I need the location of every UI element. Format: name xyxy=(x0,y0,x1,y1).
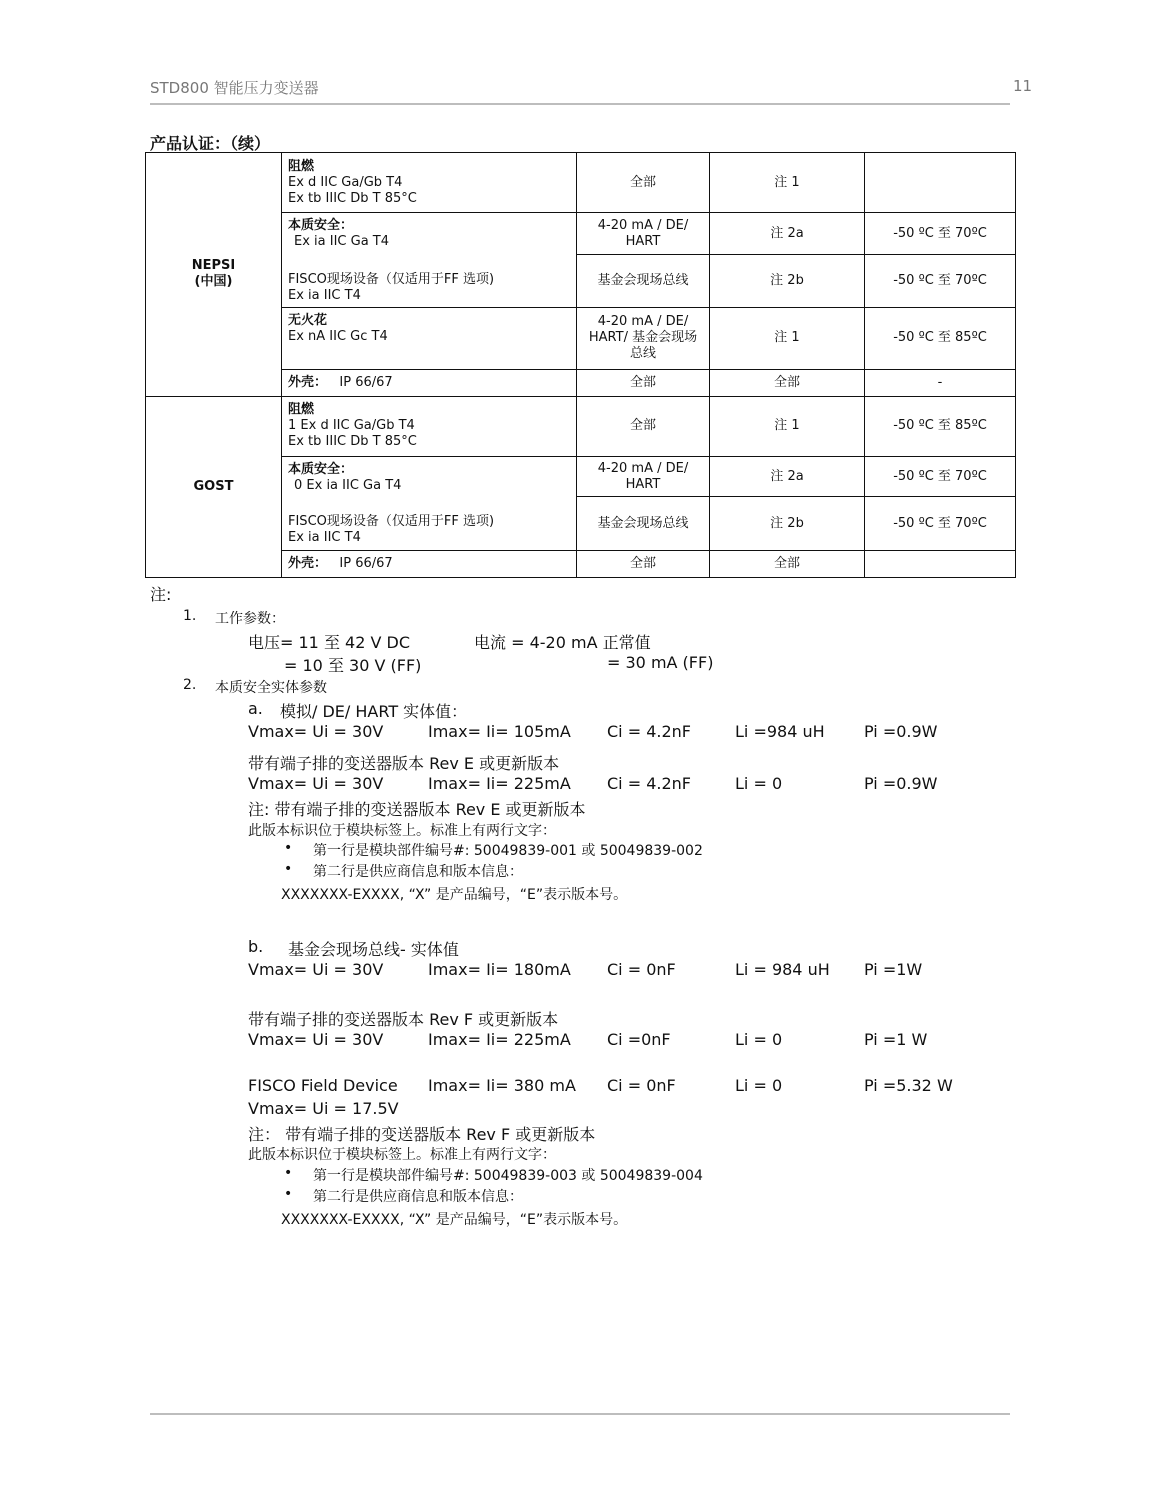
bullet-icon: • xyxy=(284,861,293,877)
sub-a-label: a. xyxy=(248,699,263,718)
footer-rule xyxy=(150,1413,1010,1415)
input-cell: 4-20 mA / DE/ HART/ 基金会现场 总线 xyxy=(577,308,710,369)
section-title: 产品认证：（续） xyxy=(150,134,271,153)
param-imax: Imax= Ii= 380 mA xyxy=(428,1076,576,1095)
temp-cell: -50 ºC 至 70ºC xyxy=(865,213,1016,254)
input-cell: 全部 xyxy=(577,396,710,456)
note-1-title: 工作参数： xyxy=(215,611,285,627)
param-vmax: Vmax= Ui = 17.5V xyxy=(248,1099,399,1118)
rev-e-note: 注: 带有端子排的变送器版本 Rev E 或更新版本 xyxy=(248,800,586,819)
sub-a-title: 模拟/ DE/ HART 实体值： xyxy=(280,702,468,721)
bullet-icon: • xyxy=(284,1165,293,1181)
param-vmax: Vmax= Ui = 30V xyxy=(248,1030,384,1049)
bullet-icon: • xyxy=(284,1186,293,1202)
authority-gost: GOST xyxy=(146,396,282,577)
param-imax: Imax= Ii= 180mA xyxy=(428,960,571,979)
param-vmax: Vmax= Ui = 30V xyxy=(248,774,384,793)
param-imax: Imax= Ii= 105mA xyxy=(428,722,571,741)
param-ci: Ci = 0nF xyxy=(607,960,676,979)
note-cell: 注 2b xyxy=(710,497,865,550)
temp-cell: -50 ºC 至 85ºC xyxy=(865,396,1016,456)
temp-cell: - xyxy=(865,369,1016,396)
input-cell: 全部 xyxy=(577,153,710,213)
version-format: XXXXXXX-EXXXX, “X” 是产品编号，“E”表示版本号。 xyxy=(281,1212,628,1228)
temp-cell: -50 ºC 至 70ºC xyxy=(865,457,1016,497)
protection-cell: 本质安全： Ex ia IIC Ga T4 FISCO现场设备（仅适用于FF 选项) Ex ia IIC T4 xyxy=(282,213,577,308)
input-cell: 4-20 mA / DE/ HART xyxy=(577,457,710,497)
notes-label: 注: xyxy=(150,585,172,604)
param-li: Li = 0 xyxy=(735,1030,783,1049)
protection-cell: 无火花 Ex nA IIC Gc T4 xyxy=(282,308,577,369)
param-imax: Imax= Ii= 225mA xyxy=(428,774,571,793)
input-cell: 全部 xyxy=(577,369,710,396)
page-number: 11 xyxy=(1013,77,1033,95)
param-pi: Pi =1 W xyxy=(864,1030,928,1049)
table-row xyxy=(146,153,1016,213)
param-pi: Pi =5.32 W xyxy=(864,1076,953,1095)
param-li: Li = 0 xyxy=(735,1076,783,1095)
note-2-title: 本质安全实体参数 xyxy=(215,680,327,696)
param-li: Li = 984 uH xyxy=(735,960,830,979)
doc-title: STD800 智能压力变送器 xyxy=(150,79,319,97)
rev-f-heading: 带有端子排的变送器版本 Rev F 或更新版本 xyxy=(248,1010,559,1029)
protection-cell: 外壳： IP 66/67 xyxy=(282,369,577,396)
param-vmax: Vmax= Ui = 30V xyxy=(248,960,384,979)
temp-cell: -50 ºC 至 70ºC xyxy=(865,254,1016,307)
param-ci: Ci = 0nF xyxy=(607,1076,676,1095)
voltage-line-1: 电压= 11 至 42 V DC xyxy=(248,633,410,652)
sub-b-title: 基金会现场总线- 实体值 xyxy=(288,940,459,959)
note-2-number: 2. xyxy=(183,677,197,693)
note-cell: 全部 xyxy=(710,550,865,577)
protection-cell: 本质安全： 0 Ex ia IIC Ga T4 FISCO现场设备（仅适用于FF 选项) Ex ia IIC T4 xyxy=(282,457,577,551)
input-cell: 基金会现场总线 xyxy=(577,254,710,307)
table-row xyxy=(146,396,1016,456)
bullet-line-2: 第二行是供应商信息和版本信息： xyxy=(313,1189,523,1205)
temp-cell: -50 ºC 至 70ºC xyxy=(865,497,1016,550)
param-pi: Pi =0.9W xyxy=(864,774,938,793)
sub-b-label: b. xyxy=(248,937,264,956)
bullet-icon: • xyxy=(284,840,293,856)
temp-cell xyxy=(865,550,1016,577)
protection-cell: 阻燃 Ex d IIC Ga/Gb T4 Ex tb IIIC Db T 85°C xyxy=(282,153,577,213)
bullet-line-2: 第二行是供应商信息和版本信息： xyxy=(313,864,523,880)
current-line-2: = 30 mA (FF) xyxy=(607,653,714,672)
note-cell: 注 2b xyxy=(710,254,865,307)
fisco-device-label: FISCO Field Device xyxy=(248,1076,398,1095)
rev-label-text: 此版本标识位于模块标签上。标准上有两行文字： xyxy=(248,1147,556,1163)
bullet-line-1: 第一行是模块部件编号#: 50049839-001 或 50049839-002 xyxy=(313,843,703,859)
voltage-line-2: = 10 至 30 V (FF) xyxy=(284,656,422,675)
param-li: Li =984 uH xyxy=(735,722,825,741)
note-cell: 注 2a xyxy=(710,213,865,254)
note-cell: 注 1 xyxy=(710,308,865,369)
protection-cell: 阻燃 1 Ex d IIC Ga/Gb T4 Ex tb IIIC Db T 85°C xyxy=(282,396,577,456)
temp-cell xyxy=(865,153,1016,213)
param-ci: Ci = 4.2nF xyxy=(607,722,691,741)
protection-cell: 外壳： IP 66/67 xyxy=(282,550,577,577)
param-pi: Pi =0.9W xyxy=(864,722,938,741)
note-cell: 全部 xyxy=(710,369,865,396)
input-cell: 基金会现场总线 xyxy=(577,497,710,550)
rev-e-heading: 带有端子排的变送器版本 Rev E 或更新版本 xyxy=(248,754,560,773)
param-ci: Ci =0nF xyxy=(607,1030,671,1049)
param-li: Li = 0 xyxy=(735,774,783,793)
bullet-line-1: 第一行是模块部件编号#: 50049839-003 或 50049839-004 xyxy=(313,1168,703,1184)
rev-label-text: 此版本标识位于模块标签上。标准上有两行文字： xyxy=(248,823,556,839)
certification-table xyxy=(145,152,1016,578)
header-rule xyxy=(150,103,1010,105)
note-cell: 注 1 xyxy=(710,153,865,213)
note-cell: 注 1 xyxy=(710,396,865,456)
note-1-number: 1. xyxy=(183,608,197,624)
authority-nepsi: NEPSI (中国) xyxy=(146,153,282,397)
input-cell: 全部 xyxy=(577,550,710,577)
note-cell: 注 2a xyxy=(710,457,865,497)
version-format: XXXXXXX-EXXXX, “X” 是产品编号，“E”表示版本号。 xyxy=(281,887,628,903)
param-ci: Ci = 4.2nF xyxy=(607,774,691,793)
param-vmax: Vmax= Ui = 30V xyxy=(248,722,384,741)
param-imax: Imax= Ii= 225mA xyxy=(428,1030,571,1049)
current-line-1: 电流 = 4-20 mA 正常值 xyxy=(474,633,651,652)
temp-cell: -50 ºC 至 85ºC xyxy=(865,308,1016,369)
param-pi: Pi =1W xyxy=(864,960,923,979)
rev-f-note: 注： 带有端子排的变送器版本 Rev F 或更新版本 xyxy=(248,1125,596,1144)
input-cell: 4-20 mA / DE/ HART xyxy=(577,213,710,254)
